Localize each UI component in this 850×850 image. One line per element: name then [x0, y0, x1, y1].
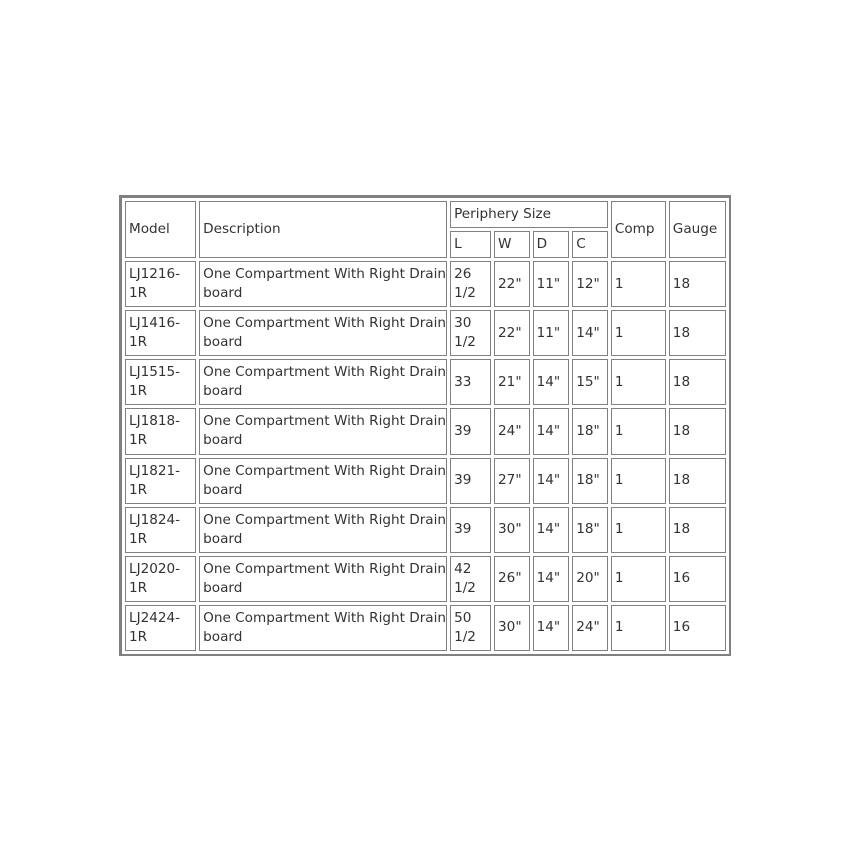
cell-comp: 1	[611, 261, 666, 307]
table-row	[125, 408, 726, 454]
table-row	[125, 261, 726, 307]
cell-comp: 1	[611, 458, 666, 504]
cell-c: 14"	[572, 310, 608, 356]
cell-w: 30"	[494, 605, 530, 651]
cell-d: 14"	[533, 507, 570, 553]
cell-comp: 1	[611, 507, 666, 553]
cell-d: 11"	[533, 261, 570, 307]
cell-c: 12"	[572, 261, 608, 307]
cell-l: 50 1/2	[450, 605, 491, 651]
cell-w: 24"	[494, 408, 530, 454]
cell-gauge: 18	[669, 408, 726, 454]
cell-w: 21"	[494, 359, 530, 405]
cell-d: 14"	[533, 556, 570, 602]
cell-model: LJ1818-1R	[125, 408, 196, 454]
table-body	[125, 261, 726, 651]
cell-model: LJ1515-1R	[125, 359, 196, 405]
header-d: D	[533, 231, 570, 258]
cell-l: 42 1/2	[450, 556, 491, 602]
cell-comp: 1	[611, 359, 666, 405]
cell-l: 33	[450, 359, 491, 405]
cell-c: 15"	[572, 359, 608, 405]
cell-model: LJ1416-1R	[125, 310, 196, 356]
cell-gauge: 18	[669, 359, 726, 405]
cell-model: LJ2424-1R	[125, 605, 196, 651]
cell-description: One Compartment With Right Drain board	[199, 408, 447, 454]
cell-model: LJ1821-1R	[125, 458, 196, 504]
cell-description: One Compartment With Right Drain board	[199, 507, 447, 553]
cell-c: 18"	[572, 507, 608, 553]
table-row	[125, 310, 726, 356]
cell-gauge: 18	[669, 507, 726, 553]
table-row	[125, 458, 726, 504]
header-l: L	[450, 231, 491, 258]
table-row	[125, 556, 726, 602]
cell-w: 22"	[494, 261, 530, 307]
table-row	[125, 359, 726, 405]
cell-description: One Compartment With Right Drain board	[199, 261, 447, 307]
cell-d: 14"	[533, 605, 570, 651]
header-gauge: Gauge	[669, 201, 726, 258]
cell-gauge: 16	[669, 605, 726, 651]
cell-l: 26 1/2	[450, 261, 491, 307]
cell-comp: 1	[611, 310, 666, 356]
header-c: C	[572, 231, 608, 258]
cell-d: 14"	[533, 359, 570, 405]
cell-comp: 1	[611, 605, 666, 651]
cell-model: LJ1824-1R	[125, 507, 196, 553]
cell-gauge: 18	[669, 261, 726, 307]
table-row	[125, 507, 726, 553]
cell-l: 30 1/2	[450, 310, 491, 356]
cell-model: LJ1216-1R	[125, 261, 196, 307]
cell-c: 18"	[572, 408, 608, 454]
cell-d: 14"	[533, 408, 570, 454]
header-model: Model	[125, 201, 196, 258]
cell-description: One Compartment With Right Drain board	[199, 359, 447, 405]
cell-w: 30"	[494, 507, 530, 553]
cell-description: One Compartment With Right Drain board	[199, 310, 447, 356]
cell-comp: 1	[611, 408, 666, 454]
cell-d: 11"	[533, 310, 570, 356]
table-row	[125, 605, 726, 651]
cell-l: 39	[450, 507, 491, 553]
cell-l: 39	[450, 408, 491, 454]
cell-gauge: 18	[669, 458, 726, 504]
cell-d: 14"	[533, 458, 570, 504]
cell-l: 39	[450, 458, 491, 504]
cell-c: 18"	[572, 458, 608, 504]
cell-w: 22"	[494, 310, 530, 356]
header-periphery-size: Periphery Size	[450, 201, 608, 228]
cell-w: 27"	[494, 458, 530, 504]
cell-model: LJ2020-1R	[125, 556, 196, 602]
header-comp: Comp	[611, 201, 666, 258]
header-w: W	[494, 231, 530, 258]
header-description: Description	[199, 201, 447, 258]
cell-description: One Compartment With Right Drain board	[199, 556, 447, 602]
cell-gauge: 16	[669, 556, 726, 602]
cell-gauge: 18	[669, 310, 726, 356]
cell-description: One Compartment With Right Drain board	[199, 458, 447, 504]
header-row	[125, 201, 726, 228]
cell-w: 26"	[494, 556, 530, 602]
cell-c: 24"	[572, 605, 608, 651]
cell-description: One Compartment With Right Drain board	[199, 605, 447, 651]
cell-comp: 1	[611, 556, 666, 602]
sink-spec-table	[122, 198, 729, 654]
cell-c: 20"	[572, 556, 608, 602]
sink-spec-table-frame	[119, 195, 731, 656]
